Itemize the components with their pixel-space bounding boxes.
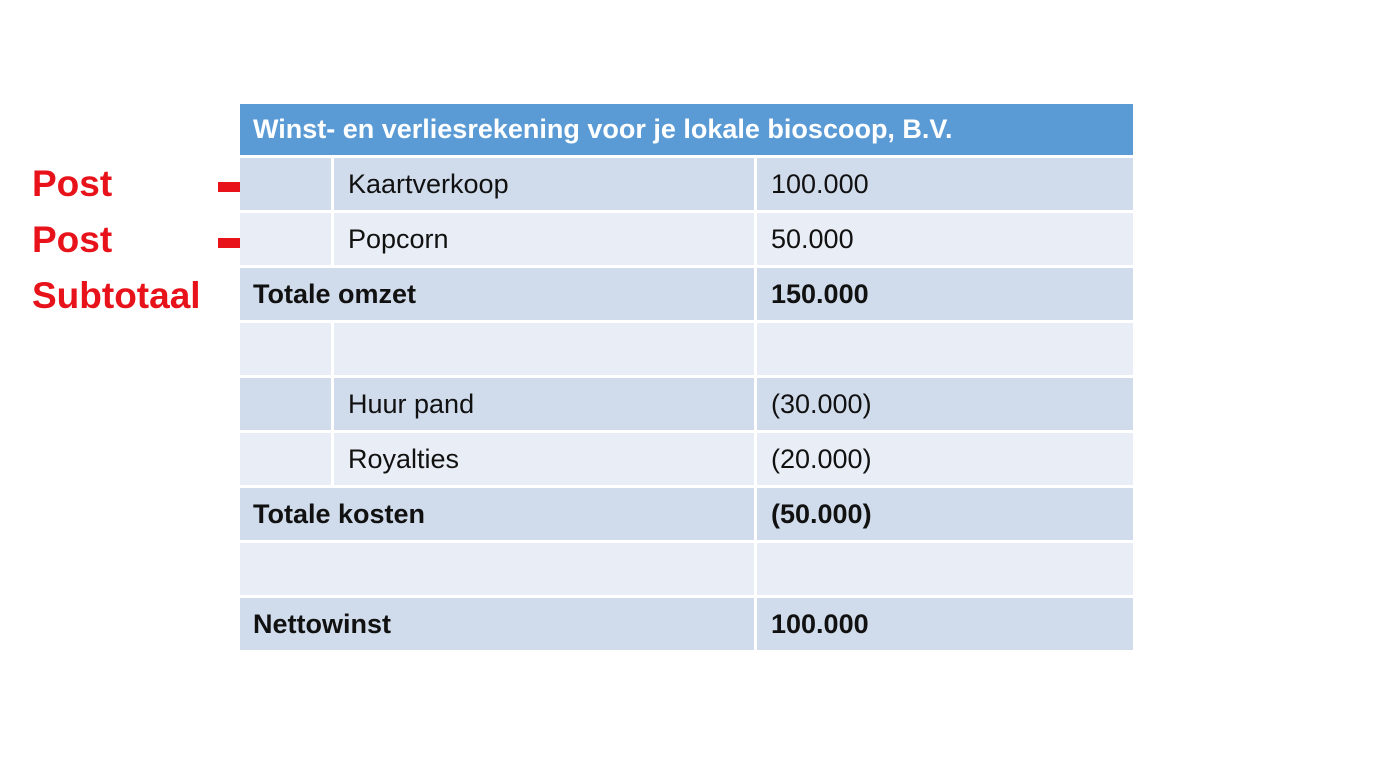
row-marker-cell	[240, 433, 334, 488]
row-label: Totale omzet	[240, 268, 757, 323]
row-value: (50.000)	[757, 488, 1133, 543]
table-title: Winst- en verliesrekening voor je lokale bioscoop, B.V.	[240, 104, 1133, 158]
table-row-blank	[240, 323, 1133, 378]
table-row-popcorn	[240, 213, 1133, 268]
annotation-post-2: Post	[32, 219, 113, 260]
table-row-totale-omzet	[240, 268, 1133, 323]
row-marker-cell	[240, 213, 334, 268]
table-row-kaartverkoop	[240, 158, 1133, 213]
table-row-huur-pand	[240, 378, 1133, 433]
row-marker-cell	[240, 378, 334, 433]
blank-cell	[757, 323, 1133, 378]
table-header-row	[240, 104, 1133, 158]
blank-cell	[334, 323, 757, 378]
table-row-royalties	[240, 433, 1133, 488]
table-row-totale-kosten	[240, 488, 1133, 543]
row-value: 150.000	[757, 268, 1133, 323]
row-label: Popcorn	[334, 213, 757, 268]
row-label: Kaartverkoop	[334, 158, 757, 213]
blank-cell	[240, 543, 757, 598]
blank-cell	[240, 323, 334, 378]
row-label: Royalties	[334, 433, 757, 488]
row-value: (30.000)	[757, 378, 1133, 433]
income-statement-table	[240, 104, 1133, 653]
row-label: Nettowinst	[240, 598, 757, 653]
row-value: 50.000	[757, 213, 1133, 268]
blank-cell	[757, 543, 1133, 598]
row-value: 100.000	[757, 598, 1133, 653]
table-row-nettowinst	[240, 598, 1133, 653]
row-label: Totale kosten	[240, 488, 757, 543]
row-marker-cell	[240, 158, 334, 213]
table-row-blank	[240, 543, 1133, 598]
row-value: 100.000	[757, 158, 1133, 213]
row-label: Huur pand	[334, 378, 757, 433]
annotation-post-1: Post	[32, 163, 113, 204]
annotation-subtotaal: Subtotaal	[32, 275, 201, 316]
row-value: (20.000)	[757, 433, 1133, 488]
